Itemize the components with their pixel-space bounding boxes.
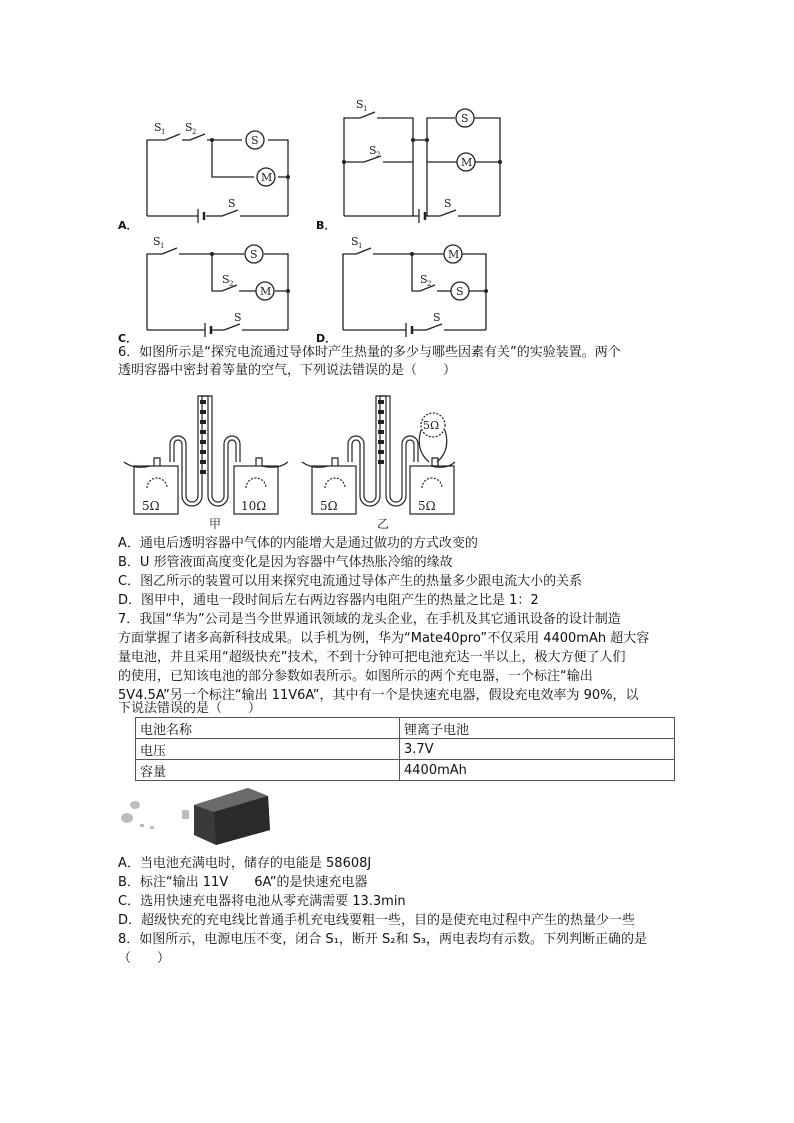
table-cell: 容量 — [136, 760, 400, 781]
svg-text:S: S — [222, 273, 230, 286]
svg-text:S: S — [461, 112, 469, 125]
svg-text:1: 1 — [160, 242, 165, 250]
q7-stem-line4: 的使用，已知该电池的部分参数如表所示。如图所示的两个充电器，一个标注“输出 — [118, 669, 593, 684]
svg-text:10Ω: 10Ω — [241, 499, 267, 513]
table-row — [136, 718, 675, 739]
svg-text:5Ω: 5Ω — [423, 419, 440, 432]
table-row — [136, 760, 675, 781]
switch-label: S — [185, 121, 193, 134]
q7-stem-line6: 下说法错误的是（ ） — [118, 701, 262, 716]
q8-stem-line2: （ ） — [118, 951, 171, 966]
q7-stem-line5: 5V4.5A”另一个标注“输出 11V6A”，其中有一个是快速充电器，假设充电效率为 90%，以 — [118, 688, 639, 703]
q6-option-a: A．通电后透明容器中气体的内能增大是通过做功的方式改变的 — [118, 536, 478, 551]
svg-text:S: S — [369, 144, 377, 157]
svg-text:2: 2 — [376, 151, 381, 159]
svg-text:M: M — [448, 248, 460, 261]
svg-text:5Ω: 5Ω — [142, 499, 160, 513]
q7-stem-line3: 量电池，并且采用“超级快充”技术，不到十分钟可把电池充达一半以上，极大方便了人们 — [118, 650, 626, 665]
chargers-photo — [118, 785, 278, 845]
option-b-label: B． — [316, 219, 336, 232]
option-a-label: A． — [118, 219, 138, 232]
q6-option-b: B．U 形管液面高度变化是因为容器中气体热胀冷缩的缘故 — [118, 555, 453, 570]
svg-text:2: 2 — [192, 128, 197, 136]
svg-text:S: S — [356, 98, 364, 111]
q7-option-b: B．标注“输出 11V 6A”的是快速充电器 — [118, 875, 368, 890]
svg-text:M: M — [461, 156, 473, 169]
svg-text:S: S — [153, 235, 161, 248]
q6-option-d: D．图甲中，通电一段时间后左右两边容器内电阻产生的热量之比是 1：2 — [118, 593, 539, 608]
svg-text:5Ω: 5Ω — [320, 499, 338, 513]
q6-stem-line2: 透明容器中密封着等量的空气，下列说法错误的是（ ） — [118, 363, 457, 378]
svg-text:S: S — [433, 311, 441, 324]
svg-text:甲: 甲 — [209, 517, 222, 531]
svg-text:S: S — [456, 285, 464, 298]
svg-text:S: S — [444, 197, 452, 210]
circuit-figures — [110, 95, 510, 345]
svg-text:S: S — [351, 235, 359, 248]
svg-text:S: S — [420, 273, 428, 286]
q6-stem-line1: 6．如图所示是“探究电流通过导体时产生热量的多少与哪些因素有关”的实验装置。两个 — [118, 345, 621, 360]
table-row — [136, 739, 675, 760]
svg-text:乙: 乙 — [377, 517, 390, 531]
switch-label: S — [154, 121, 162, 134]
q7-option-c: C．选用快速充电器将电池从零充满需要 13.3min — [118, 894, 406, 909]
battery-parameter-table — [135, 717, 675, 781]
svg-text:2: 2 — [427, 280, 432, 288]
svg-text:1: 1 — [161, 128, 166, 136]
lamp-label: S — [251, 134, 259, 147]
q7-stem-line1: 7．我国“华为”公司是当今世界通讯领域的龙头企业，在手机及其它通讯设备的设计制造 — [118, 612, 621, 627]
table-cell: 4400mAh — [400, 760, 675, 781]
svg-text:1: 1 — [358, 242, 363, 250]
svg-text:S: S — [228, 197, 236, 210]
svg-text:1: 1 — [363, 105, 368, 113]
q7-option-d: D．超级快充的充电线比普通手机充电线要粗一些，目的是使充电过程中产生的热量少一些 — [118, 913, 636, 928]
table-cell: 电池名称 — [136, 718, 400, 739]
q8-stem-line1: 8．如图所示，电源电压不变，闭合 S₁，断开 S₂和 S₃，两电表均有示数。下列判断正确的是 — [118, 932, 648, 947]
svg-text:S: S — [234, 311, 242, 324]
svg-text:S: S — [250, 248, 258, 261]
table-cell: 锂离子电池 — [400, 718, 675, 739]
option-d-label: D． — [316, 332, 337, 345]
motor-label: M — [261, 171, 273, 184]
q7-option-a: A．当电池充满电时，储存的电能是 58608J — [118, 856, 372, 871]
svg-text:5Ω: 5Ω — [418, 499, 436, 513]
circuit-d — [343, 245, 486, 337]
table-cell: 3.7V — [400, 739, 675, 760]
svg-text:M: M — [260, 285, 272, 298]
table-cell: 电压 — [136, 739, 400, 760]
q6-option-c: C．图乙所示的装置可以用来探究电流通过导体产生的热量多少跟电流大小的关系 — [118, 574, 583, 589]
option-c-label: C． — [118, 332, 138, 345]
circuit-b — [344, 109, 500, 223]
q7-stem-line2: 方面掌握了诸多高新科技成果。以手机为例，华为“Mate40pro”不仅采用 4400mAh 超大容 — [118, 631, 650, 646]
joule-heating-apparatus-figure — [118, 385, 468, 535]
svg-text:2: 2 — [229, 280, 234, 288]
